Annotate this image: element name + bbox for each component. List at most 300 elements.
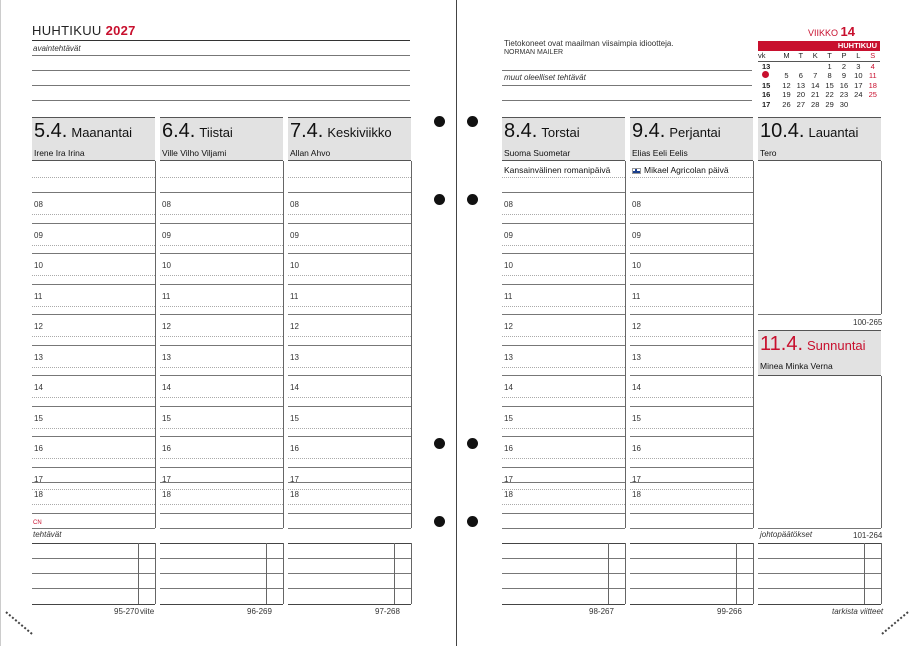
task-row[interactable]	[502, 573, 625, 574]
column-border	[625, 161, 626, 528]
half-hour-line[interactable]	[502, 458, 625, 459]
day-number: 10.4.	[760, 120, 805, 142]
conclusion-row[interactable]	[758, 604, 881, 605]
hour-label: 10	[34, 261, 43, 270]
half-hour-line[interactable]	[32, 397, 155, 398]
saturday-border	[881, 161, 882, 314]
hour-line[interactable]	[502, 375, 625, 376]
entry-line[interactable]	[502, 513, 625, 514]
hour-line[interactable]	[288, 467, 411, 468]
mini-calendar-day[interactable]: 11	[868, 71, 877, 80]
hour-line[interactable]	[630, 467, 753, 468]
hour-line[interactable]	[32, 436, 155, 437]
hour-label: 16	[504, 444, 513, 453]
name-day-names: Minea Minka Verna	[760, 361, 833, 371]
task-row[interactable]	[630, 558, 753, 559]
hour-line[interactable]	[32, 375, 155, 376]
mini-calendar-day[interactable]: 19	[782, 90, 791, 99]
task-row[interactable]	[32, 543, 155, 544]
mini-calendar-day[interactable]: 3	[856, 61, 861, 71]
conclusion-row[interactable]	[758, 543, 881, 544]
entry-line[interactable]	[32, 528, 155, 529]
hour-line[interactable]	[32, 253, 155, 254]
mini-calendar-day[interactable]: 29	[825, 99, 834, 109]
mini-calendar-day[interactable]: 14	[811, 80, 820, 90]
hour-label: 14	[162, 383, 171, 392]
hour-line[interactable]	[288, 375, 411, 376]
mini-calendar-day[interactable]	[794, 61, 808, 71]
hour-label: 14	[504, 383, 513, 392]
day-header[interactable]	[758, 117, 881, 161]
half-hour-line[interactable]	[32, 306, 155, 307]
half-hour-line[interactable]	[630, 275, 753, 276]
hour-label: 12	[632, 322, 641, 331]
task-row[interactable]	[630, 543, 753, 544]
hour-line[interactable]	[630, 223, 753, 224]
hour-line[interactable]	[630, 482, 753, 483]
mini-calendar-week	[758, 90, 880, 100]
hour-label: 12	[504, 322, 513, 331]
half-hour-line[interactable]	[288, 504, 411, 505]
entry-line[interactable]	[32, 513, 155, 514]
day-date	[760, 120, 858, 143]
sunday-bottom	[758, 528, 881, 529]
task-row[interactable]	[630, 604, 753, 605]
hour-line[interactable]	[630, 314, 753, 315]
holiday-text: Kansainvälinen romanipäivä	[504, 165, 611, 175]
hour-label: 16	[632, 444, 641, 453]
hour-label: 16	[34, 444, 43, 453]
mini-calendar-day[interactable]: 25	[868, 90, 877, 99]
hour-line[interactable]	[502, 345, 625, 346]
punch-hole	[434, 438, 445, 449]
mini-calendar-day[interactable]: 6	[798, 71, 803, 80]
half-hour-line[interactable]	[288, 428, 411, 429]
mini-calendar-day[interactable]: 7	[813, 71, 818, 80]
hour-line[interactable]	[160, 253, 283, 254]
mini-calendar-week-number[interactable]	[758, 71, 779, 81]
punch-hole	[467, 116, 478, 127]
holiday-label	[504, 165, 610, 175]
entry-line[interactable]	[160, 513, 283, 514]
hour-label: 18	[162, 490, 171, 499]
mini-calendar-day[interactable]: 10	[854, 71, 863, 80]
half-hour-line[interactable]	[502, 504, 625, 505]
half-hour-line[interactable]	[160, 275, 283, 276]
hour-label: 13	[632, 353, 641, 362]
day-header[interactable]	[32, 117, 155, 161]
mini-calendar-day[interactable]: 12	[782, 80, 791, 90]
punch-hole	[434, 116, 445, 127]
mini-calendar-day[interactable]: 28	[811, 99, 820, 109]
punch-hole	[467, 194, 478, 205]
day-date	[632, 120, 721, 143]
task-row[interactable]	[160, 558, 283, 559]
weekday-name: Perjantai	[669, 125, 721, 140]
mini-calendar-header	[758, 51, 880, 61]
day-of-year: 96-269	[247, 607, 272, 616]
half-hour-line[interactable]	[288, 336, 411, 337]
hour-label: 15	[162, 414, 171, 423]
hour-line[interactable]	[630, 375, 753, 376]
day-number: 7.4.	[290, 120, 324, 142]
half-hour-line[interactable]	[502, 367, 625, 368]
hour-line[interactable]	[160, 375, 283, 376]
half-hour-line[interactable]	[502, 214, 625, 215]
half-hour-line[interactable]	[288, 489, 411, 490]
hour-label: 09	[504, 231, 513, 240]
mini-calendar-week-number[interactable]: 17	[762, 99, 771, 109]
week-text: VIIKKO	[808, 28, 839, 38]
column-border	[753, 161, 754, 528]
half-hour-line[interactable]	[502, 275, 625, 276]
mini-calendar-day[interactable]: 20	[796, 90, 806, 99]
day-of-year: 98-267	[589, 607, 614, 616]
mini-calendar-day[interactable]: 9	[841, 71, 847, 80]
hour-line[interactable]	[32, 467, 155, 468]
hour-label: 17	[290, 475, 299, 484]
half-hour-line[interactable]	[630, 489, 753, 490]
half-hour-line[interactable]	[32, 367, 155, 368]
hour-line[interactable]	[160, 345, 283, 346]
entry-line[interactable]	[288, 192, 411, 193]
task-check-divider	[608, 543, 609, 604]
mini-calendar-day[interactable]: 8	[827, 71, 832, 80]
hour-line[interactable]	[630, 345, 753, 346]
mini-calendar-weekday: K	[808, 51, 822, 61]
half-hour-line[interactable]	[502, 428, 625, 429]
half-hour-line[interactable]	[32, 245, 155, 246]
mini-calendar-week	[758, 100, 880, 110]
half-hour-line[interactable]	[160, 428, 283, 429]
mini-calendar-week-number[interactable]: 15	[762, 80, 771, 90]
half-hour-line[interactable]	[502, 245, 625, 246]
half-hour-line[interactable]	[288, 367, 411, 368]
half-hour-line[interactable]	[630, 367, 753, 368]
mini-calendar-day[interactable]	[866, 100, 880, 110]
entry-line[interactable]	[502, 528, 625, 529]
mini-calendar-day[interactable]: 26	[782, 99, 791, 109]
saturday-bottom	[758, 314, 881, 315]
hour-line[interactable]	[288, 482, 411, 483]
hour-label: 10	[162, 261, 171, 270]
column-border	[411, 161, 412, 528]
hour-label: 18	[632, 490, 641, 499]
half-hour-line[interactable]	[288, 245, 411, 246]
hour-line[interactable]	[32, 314, 155, 315]
task-row[interactable]	[288, 604, 411, 605]
task-row[interactable]	[502, 543, 625, 544]
day-number: 5.4.	[34, 120, 68, 142]
hour-line[interactable]	[630, 406, 753, 407]
half-hour-line[interactable]	[288, 397, 411, 398]
half-hour-line[interactable]	[160, 306, 283, 307]
hour-line[interactable]	[288, 284, 411, 285]
task-row[interactable]	[288, 588, 411, 589]
task-row[interactable]	[32, 573, 155, 574]
month-name: HUHTIKUU	[32, 23, 102, 38]
mini-calendar-day[interactable]: 23	[839, 90, 849, 99]
mini-calendar-day[interactable]: 30	[839, 99, 849, 109]
quote-author: NORMAN MAILER	[504, 49, 564, 56]
hour-label: 08	[34, 200, 43, 209]
mini-calendar-weekday: T	[822, 51, 836, 61]
note-line[interactable]	[32, 70, 410, 71]
check-refs-label: tarkista viitteet	[832, 607, 884, 616]
task-row[interactable]	[288, 558, 411, 559]
conclusion-check-divider	[864, 543, 865, 604]
half-hour-line[interactable]	[630, 458, 753, 459]
task-row[interactable]	[502, 604, 625, 605]
hour-label: 10	[290, 261, 299, 270]
conclusion-row[interactable]	[758, 588, 881, 589]
hour-line[interactable]	[630, 284, 753, 285]
half-hour-line[interactable]	[160, 245, 283, 246]
entry-line[interactable]	[288, 528, 411, 529]
quote-text: Tietokoneet ovat maailman viisaimpia idiootteja.	[504, 39, 674, 48]
entry-line[interactable]	[288, 177, 411, 178]
conclusion-row[interactable]	[758, 558, 881, 559]
hour-line[interactable]	[502, 406, 625, 407]
hour-label: 17	[632, 475, 641, 484]
month-title	[32, 23, 136, 38]
hour-line[interactable]	[502, 436, 625, 437]
half-hour-line[interactable]	[288, 214, 411, 215]
day-of-year: 99-266	[717, 607, 742, 616]
half-hour-line[interactable]	[32, 214, 155, 215]
half-hour-line[interactable]	[160, 214, 283, 215]
task-row[interactable]	[32, 604, 155, 605]
hour-line[interactable]	[502, 253, 625, 254]
hour-line[interactable]	[32, 482, 155, 483]
task-check-divider	[138, 543, 139, 604]
note-line[interactable]	[32, 55, 410, 56]
hour-label: 10	[504, 261, 513, 270]
task-row[interactable]	[288, 573, 411, 574]
task-row[interactable]	[502, 588, 625, 589]
note-line[interactable]	[32, 85, 410, 86]
task-row[interactable]	[630, 588, 753, 589]
hour-line[interactable]	[288, 314, 411, 315]
half-hour-line[interactable]	[32, 458, 155, 459]
half-hour-line[interactable]	[160, 367, 283, 368]
day-header[interactable]	[502, 117, 625, 161]
hour-line[interactable]	[502, 314, 625, 315]
mini-calendar-day[interactable]: 22	[825, 90, 834, 99]
mini-calendar-day[interactable]: 17	[854, 80, 863, 90]
day-header[interactable]	[288, 117, 411, 161]
hour-label: 17	[34, 475, 43, 484]
punch-hole	[467, 438, 478, 449]
hour-line[interactable]	[160, 467, 283, 468]
half-hour-line[interactable]	[160, 336, 283, 337]
half-hour-line[interactable]	[288, 306, 411, 307]
conclusion-border	[881, 543, 882, 604]
half-hour-line[interactable]	[502, 336, 625, 337]
day-header[interactable]	[160, 117, 283, 161]
hour-label: 15	[504, 414, 513, 423]
hour-label: 13	[34, 353, 43, 362]
mini-calendar-day[interactable]: 27	[796, 99, 806, 109]
viite-label: viite	[140, 607, 155, 616]
task-row[interactable]	[32, 558, 155, 559]
mini-calendar-day[interactable]: 2	[841, 61, 847, 71]
entry-line[interactable]	[630, 513, 753, 514]
hour-line[interactable]	[32, 345, 155, 346]
half-hour-line[interactable]	[502, 489, 625, 490]
mini-calendar-day[interactable]: 4	[870, 61, 875, 71]
hour-label: 14	[290, 383, 299, 392]
half-hour-line[interactable]	[630, 397, 753, 398]
mini-calendar-day[interactable]: 24	[854, 90, 863, 99]
task-row[interactable]	[160, 543, 283, 544]
task-row[interactable]	[502, 558, 625, 559]
mini-calendar-weekday: M	[779, 51, 793, 61]
half-hour-line[interactable]	[630, 504, 753, 505]
hour-label: 17	[504, 475, 513, 484]
half-hour-line[interactable]	[288, 275, 411, 276]
entry-line[interactable]	[288, 513, 411, 514]
entry-line[interactable]	[32, 177, 155, 178]
hour-line[interactable]	[502, 467, 625, 468]
note-line[interactable]	[502, 85, 752, 86]
task-row[interactable]	[160, 573, 283, 574]
entry-line[interactable]	[630, 192, 753, 193]
half-hour-line[interactable]	[32, 504, 155, 505]
hour-line[interactable]	[502, 284, 625, 285]
mini-calendar-day[interactable]: 13	[796, 80, 806, 90]
mini-calendar-day[interactable]: 21	[811, 90, 820, 99]
half-hour-line[interactable]	[32, 336, 155, 337]
mini-calendar-day[interactable]	[851, 100, 865, 110]
task-check-divider	[736, 543, 737, 604]
hour-line[interactable]	[160, 482, 283, 483]
half-hour-line[interactable]	[502, 397, 625, 398]
half-hour-line[interactable]	[160, 397, 283, 398]
task-row[interactable]	[32, 588, 155, 589]
hour-line[interactable]	[160, 284, 283, 285]
mini-calendar-day[interactable]: 16	[839, 80, 849, 90]
half-hour-line[interactable]	[160, 504, 283, 505]
half-hour-line[interactable]	[288, 458, 411, 459]
hour-line[interactable]	[288, 406, 411, 407]
hour-label: 16	[162, 444, 171, 453]
entry-line[interactable]	[160, 528, 283, 529]
task-row[interactable]	[160, 604, 283, 605]
conclusion-row[interactable]	[758, 573, 881, 574]
hour-label: 15	[290, 414, 299, 423]
name-day-names: Ville Vilho Viljami	[162, 148, 227, 158]
hour-line[interactable]	[160, 314, 283, 315]
mini-calendar-day[interactable]: 5	[784, 71, 789, 80]
half-hour-line[interactable]	[502, 306, 625, 307]
entry-line[interactable]	[630, 528, 753, 529]
hour-line[interactable]	[32, 284, 155, 285]
weekday-name: Keskiviikko	[327, 125, 392, 140]
hour-label: 11	[504, 292, 513, 301]
task-row[interactable]	[288, 543, 411, 544]
hour-line[interactable]	[288, 253, 411, 254]
mini-calendar-week	[758, 81, 880, 91]
hour-label: 17	[162, 475, 171, 484]
half-hour-line[interactable]	[32, 489, 155, 490]
half-hour-line[interactable]	[630, 214, 753, 215]
half-hour-line[interactable]	[160, 489, 283, 490]
entry-line[interactable]	[630, 177, 753, 178]
hour-line[interactable]	[502, 223, 625, 224]
finnish-flag-icon	[632, 168, 641, 174]
mini-calendar-day[interactable]	[779, 61, 793, 71]
half-hour-line[interactable]	[630, 336, 753, 337]
punch-hole	[467, 516, 478, 527]
half-hour-line[interactable]	[160, 458, 283, 459]
hour-line[interactable]	[288, 223, 411, 224]
hour-line[interactable]	[502, 482, 625, 483]
day-of-year: 100-265	[853, 318, 883, 327]
note-line[interactable]	[32, 100, 410, 101]
mini-calendar-day[interactable]: 1	[827, 61, 832, 71]
entry-line[interactable]	[160, 177, 283, 178]
entry-line[interactable]	[32, 192, 155, 193]
mini-calendar-day[interactable]: 15	[825, 80, 834, 90]
hour-line[interactable]	[630, 436, 753, 437]
half-hour-line[interactable]	[32, 275, 155, 276]
hour-label: 10	[632, 261, 641, 270]
name-day-names: Suoma Suometar	[504, 148, 571, 158]
entry-line[interactable]	[160, 192, 283, 193]
hour-line[interactable]	[288, 436, 411, 437]
task-border	[753, 543, 754, 604]
hour-line[interactable]	[32, 406, 155, 407]
note-line[interactable]	[502, 100, 752, 101]
half-hour-line[interactable]	[32, 428, 155, 429]
note-line[interactable]	[502, 70, 752, 71]
task-row[interactable]	[160, 588, 283, 589]
entry-line[interactable]	[502, 192, 625, 193]
day-header[interactable]	[758, 330, 881, 376]
hour-line[interactable]	[160, 436, 283, 437]
hour-line[interactable]	[160, 223, 283, 224]
task-row[interactable]	[630, 573, 753, 574]
entry-line[interactable]	[502, 177, 625, 178]
day-header[interactable]	[630, 117, 753, 161]
half-hour-line[interactable]	[630, 245, 753, 246]
hour-line[interactable]	[630, 253, 753, 254]
hour-label: 12	[34, 322, 43, 331]
hour-line[interactable]	[32, 223, 155, 224]
weekday-name: Torstai	[541, 125, 580, 140]
weekday-name: Sunnuntai	[807, 338, 866, 353]
hour-line[interactable]	[160, 406, 283, 407]
hour-line[interactable]	[288, 345, 411, 346]
hour-label: 14	[632, 383, 641, 392]
hour-label: 15	[34, 414, 43, 423]
tasks-label: tehtävät	[33, 530, 62, 539]
mini-calendar-week	[758, 61, 880, 71]
hour-label: 13	[162, 353, 171, 362]
mini-calendar-week-number[interactable]: 16	[762, 90, 771, 99]
mini-calendar-day[interactable]	[808, 61, 822, 71]
half-hour-line[interactable]	[630, 428, 753, 429]
half-hour-line[interactable]	[630, 306, 753, 307]
mini-calendar-day[interactable]: 18	[868, 80, 877, 90]
mini-calendar-week-number[interactable]: 13	[762, 61, 771, 71]
punch-hole	[434, 194, 445, 205]
day-of-year: 101-264	[853, 531, 883, 540]
hour-label: 09	[290, 231, 299, 240]
day-date	[760, 333, 866, 356]
hour-label: 12	[290, 322, 299, 331]
